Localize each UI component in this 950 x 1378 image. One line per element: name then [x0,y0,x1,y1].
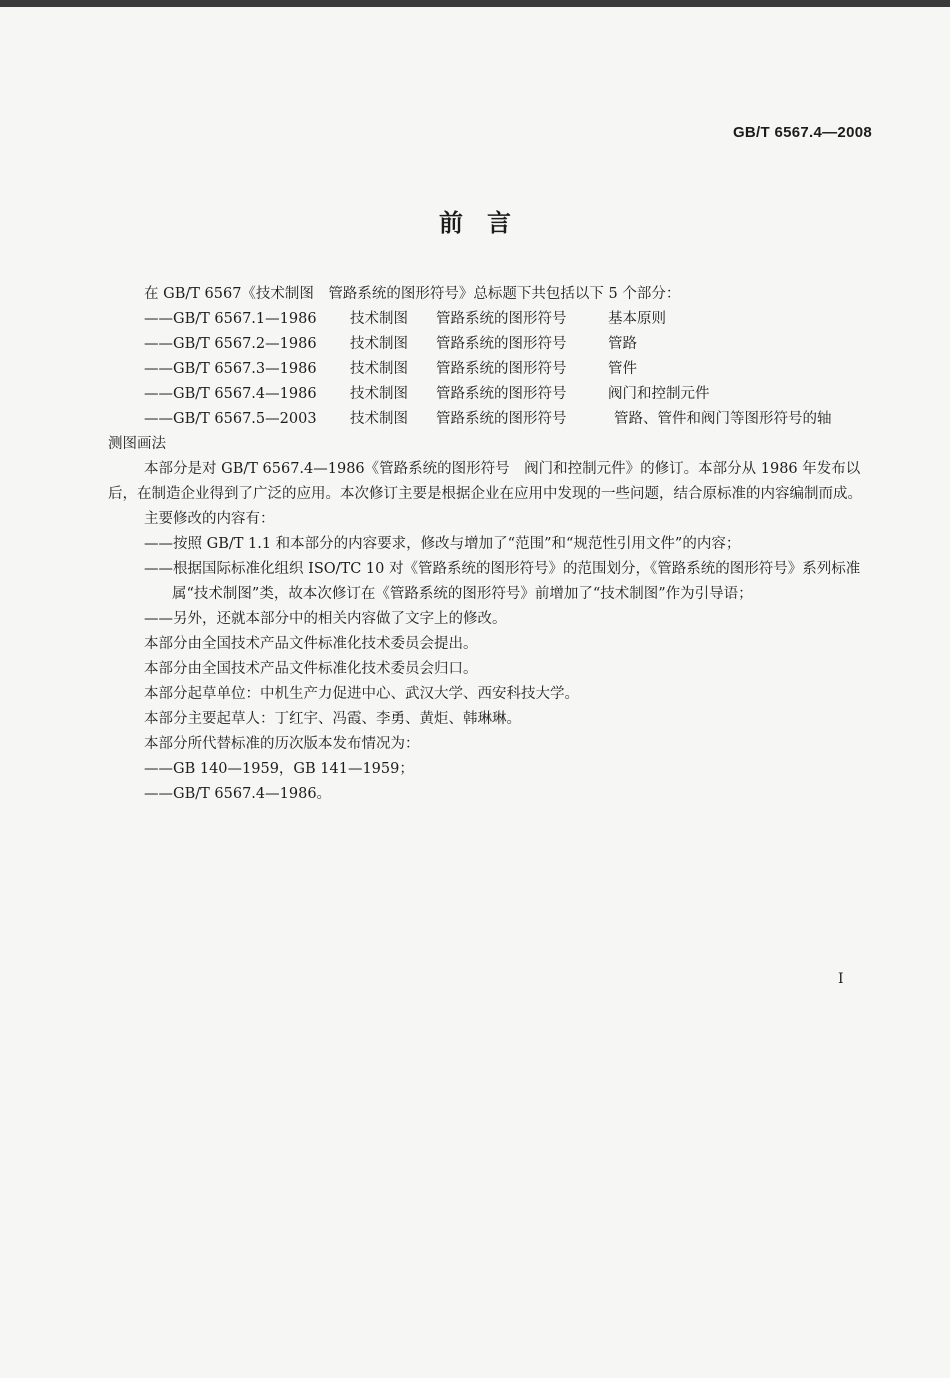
statement-centralized: 本部分由全国技术产品文件标准化技术委员会归口。 [144,661,478,677]
part-field: 技术制图 [350,361,408,377]
part-code: ——GB/T 6567.4—1986 [144,386,317,402]
part-subject: 管路、管件和阀门等图形符号的轴 [614,411,832,427]
part-row-2 [108,332,870,357]
part-code: ——GB/T 6567.1—1986 [144,311,317,327]
part-field: 技术制图 [350,411,408,427]
page-title: 前言 [439,209,535,237]
statement-drafters: 本部分主要起草人：丁红宇、冯霞、李勇、黄炬、韩琳琳。 [144,711,521,727]
revision-paragraph: 本部分是对 GB/T 6567.4—1986《管路系统的图形符号 阀门和控制元件》的修订。本部分从 1986 年发布以后，在制造企业得到了广泛的应用。本次修订主要是根据企业在应用中发现的一些问题，结合原标准的内容编制而成。 [108,461,862,502]
changes-heading: 主要修改的内容有： [144,511,275,527]
part-row-4 [108,382,870,407]
part-subject: 基本原则 [608,311,666,327]
intro-paragraph: 在 GB/T 6567《技术制图 管路系统的图形符号》总标题下共包括以下 5 个部分： [144,286,681,302]
part-subject: 阀门和控制元件 [608,386,710,402]
change-item-3: ——另外，还就本部分中的相关内容做了文字上的修改。 [144,611,507,627]
change-item-2: ——根据国际标准化组织 ISO/TC 10 对《管路系统的图形符号》的范围划分，《管路系统的图形符号》系列标准属“技术制图”类，故本次修订在《管路系统的图形符号》前增加了“技术制图”作为引导语； [144,561,861,602]
previous-version-2: ——GB/T 6567.4—1986。 [144,786,332,802]
part-row-3 [108,357,870,382]
document-body [108,282,870,807]
part-series: 管路系统的图形符号 [436,336,567,352]
standard-code: GB/T 6567.4—2008 [732,124,872,141]
part-row-1 [108,307,870,332]
part-5-continuation: 测图画法 [108,436,166,452]
statement-previous-versions: 本部分所代替标准的历次版本发布情况为： [144,736,420,752]
statement-proposed: 本部分由全国技术产品文件标准化技术委员会提出。 [144,636,478,652]
part-code: ——GB/T 6567.2—1986 [144,336,317,352]
part-field: 技术制图 [350,311,408,327]
part-series: 管路系统的图形符号 [436,311,567,327]
statement-drafting-units: 本部分起草单位：中机生产力促进中心、武汉大学、西安科技大学。 [144,686,579,702]
part-series: 管路系统的图形符号 [436,386,567,402]
change-item-1: ——按照 GB/T 1.1 和本部分的内容要求，修改与增加了“范围”和“规范性引用文件”的内容； [144,536,741,552]
page-number: I [838,971,844,987]
part-series: 管路系统的图形符号 [436,411,567,427]
part-subject: 管路 [608,336,637,352]
scan-top-edge [0,0,950,7]
part-code: ——GB/T 6567.5—2003 [144,411,317,427]
previous-version-1: ——GB 140—1959，GB 141—1959； [144,761,414,777]
part-series: 管路系统的图形符号 [436,361,567,377]
part-field: 技术制图 [350,336,408,352]
part-subject: 管件 [608,361,637,377]
part-field: 技术制图 [350,386,408,402]
part-row-5 [108,407,870,432]
part-code: ——GB/T 6567.3—1986 [144,361,317,377]
